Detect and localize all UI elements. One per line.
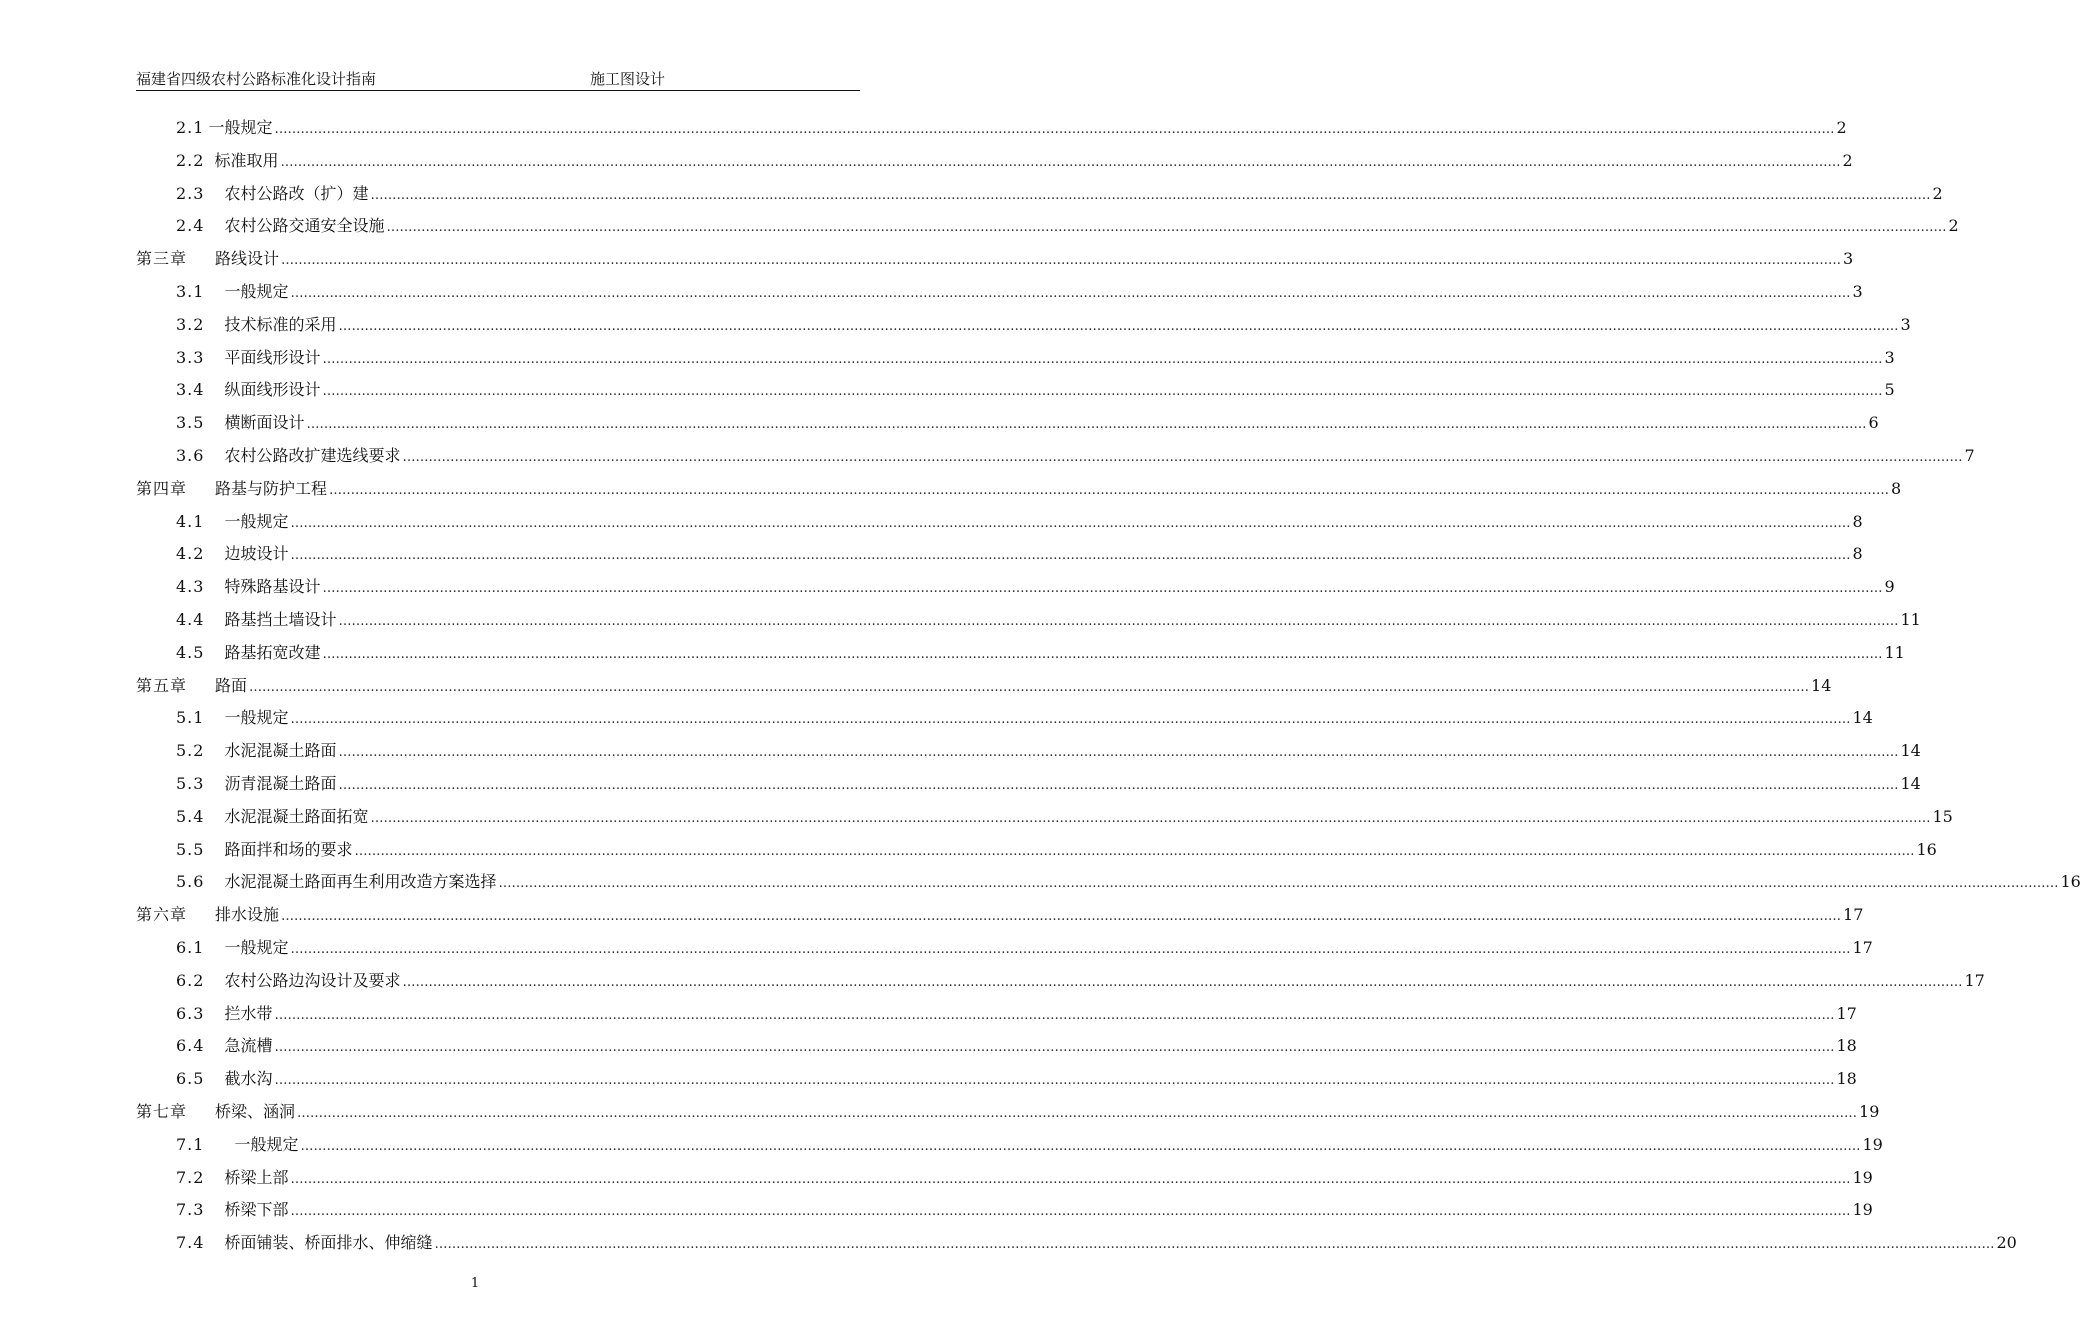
toc-entry-title — [176, 509, 288, 532]
toc-entry-title — [176, 115, 272, 138]
toc-entry-line — [176, 804, 1953, 826]
toc-entry-line — [176, 1165, 1873, 1187]
toc-entry[interactable] — [0, 832, 1937, 865]
toc-entry-page: 14 — [1852, 708, 1873, 728]
toc-entry-leader-dots: ……………………………………………………………………………………………………………………………………………………………………………………………………………………………………………………………………………………………………………………………… — [402, 450, 1963, 465]
toc-entry-text: 农村公路改扩建选线要求 — [224, 446, 401, 465]
toc-entry[interactable] — [0, 569, 1895, 602]
toc-entry-text: 横断面设计 — [224, 413, 305, 433]
toc-entry-number: 第五章 — [136, 675, 188, 695]
toc-entry-page: 7 — [1964, 446, 1975, 465]
toc-entry-title — [176, 607, 336, 630]
toc-entry-leader-dots: ……………………………………………………………………………………………………………………………………………………………………………………………………………………………………………………………………………………………………………………………… — [290, 942, 1851, 957]
toc-entry[interactable] — [0, 799, 1953, 832]
toc-entry[interactable] — [0, 1028, 1857, 1061]
toc-entry-text: 桥梁、涵洞 — [215, 1102, 296, 1121]
toc-entry-text: 一般规定 — [224, 708, 289, 728]
toc-entry-leader-dots: ……………………………………………………………………………………………………………………………………………………………………………………………………………………………………………………………………………………………………………………………… — [290, 712, 1851, 728]
toc-entry-title — [176, 1066, 272, 1089]
toc-entry-line — [176, 1033, 1857, 1056]
toc-entry-title — [136, 902, 279, 925]
toc-entry-number: 5.6 — [176, 872, 205, 892]
toc-entry-text: 一般规定 — [224, 511, 289, 531]
toc-entry[interactable] — [0, 372, 1895, 405]
toc-entry-text: 农村公路交通安全设施 — [224, 216, 385, 236]
toc-entry-number: 4.2 — [176, 544, 205, 564]
toc-entry-text: 拦水带 — [224, 1003, 273, 1023]
toc-entry-line — [176, 213, 1959, 236]
toc-entry-page: 11 — [1900, 610, 1921, 629]
toc-entry-number: 2.2 — [176, 150, 205, 170]
toc-entry[interactable] — [0, 1094, 1880, 1127]
toc-entry-leader-dots: ……………………………………………………………………………………………………………………………………………………………………………………………………………………………………………………………………………………………………………………………… — [322, 581, 1883, 597]
toc-entry[interactable] — [0, 897, 1864, 930]
toc-entry[interactable] — [0, 274, 1863, 307]
toc-entry-title — [176, 1165, 288, 1188]
toc-entry-line — [136, 1099, 1880, 1121]
toc-entry[interactable] — [0, 635, 1905, 668]
toc-entry-leader-dots: ……………………………………………………………………………………………………………………………………………………………………………………………………………………………………………………………………………………………………………………………… — [322, 646, 1883, 662]
toc-entry-number: 4.3 — [176, 577, 205, 597]
toc-entry-title — [176, 181, 368, 204]
toc-entry-number: 第六章 — [136, 905, 188, 925]
toc-entry-leader-dots: ……………………………………………………………………………………………………………………………………………………………………………………………………………………………………………………………………………………………………………………………… — [329, 482, 1890, 498]
toc-entry-text: 排水设施 — [215, 905, 280, 925]
toc-entry-leader-dots: ……………………………………………………………………………………………………………………………………………………………………………………………………………………………………………………………………………………………………………………………… — [402, 974, 1963, 990]
toc-entry[interactable] — [0, 307, 1911, 340]
toc-entry-number: 3.3 — [176, 347, 205, 367]
toc-entry-leader-dots: ……………………………………………………………………………………………………………………………………………………………………………………………………………………………………………………………………………………………………………………………… — [370, 810, 1931, 826]
toc-entry-leader-dots: ……………………………………………………………………………………………………………………………………………………………………………………………………………………………………………………………………………………………………………………………… — [280, 154, 1841, 170]
toc-entry-title — [176, 1001, 272, 1024]
toc-entry-text: 技术标准的采用 — [224, 314, 337, 334]
toc-entry[interactable] — [0, 766, 1921, 799]
toc-entry-line — [136, 902, 1864, 925]
toc-entry-text: 特殊路基设计 — [224, 577, 321, 597]
toc-entry-title — [176, 1033, 272, 1056]
toc-entry-line — [176, 1066, 1857, 1089]
toc-entry-page: 18 — [1836, 1069, 1857, 1089]
toc-entry-page: 20 — [1996, 1233, 2017, 1253]
toc-entry-number: 5.4 — [176, 806, 205, 826]
toc-entry-title — [176, 345, 320, 368]
toc-entry-leader-dots: ……………………………………………………………………………………………………………………………………………………………………………………………………………………………………………………………………………………………………………………………… — [338, 745, 1899, 761]
toc-entry-line — [136, 476, 1902, 498]
toc-entry-title — [176, 935, 288, 958]
toc-entry-number: 3.4 — [176, 380, 205, 400]
toc-entry-line — [176, 968, 1985, 990]
toc-entry-text: 一般规定 — [208, 118, 273, 137]
toc-entry-leader-dots: ……………………………………………………………………………………………………………………………………………………………………………………………………………………………………………………………………………………………………………………………… — [249, 679, 1810, 695]
toc-entry-page: 2 — [1932, 183, 1943, 203]
toc-entry-leader-dots: ……………………………………………………………………………………………………………………………………………………………………………………………………………………………………………………………………………………………………………………………… — [281, 253, 1842, 269]
toc-entry-line — [176, 541, 1863, 564]
toc-entry-line — [176, 509, 1863, 531]
toc-entry[interactable] — [0, 1225, 2017, 1258]
toc-entry-text: 水泥混凝土路面再生利用改造方案选择 — [224, 872, 497, 892]
toc-entry-title — [176, 148, 278, 171]
toc-entry-number: 3.2 — [176, 314, 205, 334]
toc-entry-line — [176, 574, 1895, 597]
toc-entry[interactable] — [0, 733, 1921, 766]
toc-entry-page: 14 — [1900, 774, 1921, 793]
toc-entry-page: 16 — [1916, 839, 1937, 859]
toc-entry-leader-dots: ……………………………………………………………………………………………………………………………………………………………………………………………………………………………………………………………………………………………………………………………… — [274, 1007, 1835, 1023]
toc-entry-leader-dots: ……………………………………………………………………………………………………………………………………………………………………………………………………………………………………………………………………………………………………………………………… — [386, 220, 1947, 236]
toc-entry-line — [176, 705, 1873, 728]
toc-entry-title — [176, 705, 288, 728]
toc-entry-text: 路面拌和场的要求 — [224, 839, 353, 859]
toc-entry-line — [176, 837, 1937, 859]
toc-entry-number: 6.4 — [176, 1036, 205, 1056]
toc-entry-line — [176, 935, 1873, 957]
toc-entry-leader-dots: ……………………………………………………………………………………………………………………………………………………………………………………………………………………………………………………………………………………………………………………………… — [290, 548, 1851, 564]
toc-entry-number: 4.5 — [176, 642, 205, 662]
toc-entry-leader-dots: ……………………………………………………………………………………………………………………………………………………………………………………………………………………………………………………………………………………………………………………………… — [290, 286, 1851, 301]
toc-entry-title — [176, 738, 336, 761]
toc-entry-page: 3 — [1843, 249, 1854, 269]
toc-entry-text: 水泥混凝土路面拓宽 — [224, 806, 369, 826]
toc-entry-number: 3.5 — [176, 413, 205, 433]
toc-entry-text: 一般规定 — [224, 938, 289, 957]
toc-entry-title — [176, 640, 320, 663]
toc-entry-text: 路线设计 — [215, 249, 280, 269]
toc-entry-text: 水泥混凝土路面 — [224, 741, 337, 761]
toc-entry-leader-dots: ……………………………………………………………………………………………………………………………………………………………………………………………………………………………………………………………………………………………………………………………… — [322, 351, 1883, 367]
toc-entry-page: 3 — [1852, 282, 1863, 301]
toc-entry-title — [176, 377, 320, 400]
toc-entry-line — [136, 673, 1832, 695]
toc-entry[interactable] — [0, 241, 1854, 274]
toc-entry-leader-dots: ……………………………………………………………………………………………………………………………………………………………………………………………………………………………………………………………………………………………………………………………… — [274, 122, 1835, 137]
toc-entry-number: 6.5 — [176, 1069, 205, 1089]
toc-entry-line — [176, 345, 1895, 367]
toc-entry-text: 桥面铺装、桥面排水、伸缩缝 — [224, 1233, 433, 1253]
toc-entry-title — [176, 968, 400, 991]
toc-entry-line — [176, 738, 1921, 761]
toc-entry-line — [176, 1132, 1883, 1154]
toc-entry-title — [136, 673, 247, 696]
toc-entry-leader-dots: ……………………………………………………………………………………………………………………………………………………………………………………………………………………………………………………………………………………………………………………………… — [338, 778, 1899, 793]
toc-entry-page: 19 — [1859, 1102, 1880, 1121]
toc-entry-number: 6.3 — [176, 1003, 205, 1023]
toc-entry-title — [176, 213, 384, 236]
toc-entry-number: 6.2 — [176, 970, 205, 990]
toc-entry-number: 4.4 — [176, 610, 205, 629]
toc-entry-title — [176, 443, 400, 466]
toc-entry-page: 2 — [1836, 118, 1847, 137]
toc-entry[interactable] — [0, 1061, 1857, 1094]
toc-entry-page: 14 — [1900, 741, 1921, 761]
toc-entry-page: 5 — [1884, 380, 1895, 400]
toc-entry-line — [176, 607, 1921, 629]
toc-entry[interactable] — [0, 110, 1847, 143]
toc-entry[interactable] — [0, 602, 1921, 635]
toc-entry[interactable] — [0, 996, 1857, 1029]
toc-entry-page: 3 — [1884, 347, 1895, 367]
toc-entry[interactable] — [0, 668, 1832, 701]
toc-entry-title — [176, 1132, 298, 1155]
toc-entry[interactable] — [0, 143, 1853, 176]
toc-entry[interactable] — [0, 700, 1873, 733]
toc-entry-leader-dots: ……………………………………………………………………………………………………………………………………………………………………………………………………………………………………………………………………………………………………………………………… — [290, 1204, 1851, 1220]
toc-entry-line — [176, 181, 1943, 203]
toc-entry-line — [176, 1197, 1873, 1220]
toc-entry-title — [176, 771, 336, 794]
toc-entry-line — [176, 869, 2081, 892]
toc-entry-number: 7.4 — [176, 1233, 205, 1253]
toc-entry[interactable] — [0, 208, 1959, 241]
toc-entry-leader-dots: ……………………………………………………………………………………………………………………………………………………………………………………………………………………………………………………………………………………………………………………………… — [274, 1073, 1835, 1089]
toc-entry-title — [176, 541, 288, 564]
toc-entry-text: 标准取用 — [214, 150, 279, 170]
toc-entry-title — [136, 1099, 295, 1122]
toc-entry-line — [176, 312, 1911, 334]
toc-entry-title — [136, 476, 327, 499]
toc-entry-page: 17 — [1836, 1003, 1857, 1023]
toc-entry-number: 5.2 — [176, 741, 205, 761]
toc-entry-number: 7.1 — [176, 1134, 205, 1154]
toc-entry-text: 农村公路边沟设计及要求 — [224, 970, 401, 990]
toc-entry-leader-dots: ……………………………………………………………………………………………………………………………………………………………………………………………………………………………………………………………………………………………………………………………… — [338, 614, 1899, 629]
toc-entry[interactable] — [0, 536, 1863, 569]
toc-entry-text: 路面 — [215, 675, 248, 695]
toc-entry-number: 第三章 — [136, 249, 188, 269]
toc-entry-title — [176, 1197, 288, 1220]
toc-entry-number: 5.3 — [176, 774, 205, 793]
toc-entry-line — [176, 279, 1863, 301]
toc-entry[interactable] — [0, 864, 2081, 897]
toc-entry-number: 第七章 — [136, 1102, 188, 1121]
toc-entry-line — [176, 640, 1905, 662]
toc-entry[interactable] — [0, 1192, 1873, 1225]
toc-entry[interactable] — [0, 340, 1895, 373]
toc-entry-page: 8 — [1891, 478, 1902, 498]
toc-entry-number: 4.1 — [176, 511, 205, 531]
toc-entry-text: 桥梁下部 — [224, 1200, 289, 1220]
toc-entry[interactable] — [0, 963, 1985, 996]
toc-entry-leader-dots: ……………………………………………………………………………………………………………………………………………………………………………………………………………………………………………………………………………………………………………………………… — [300, 1138, 1861, 1154]
document-title: 福建省四级农村公路标准化设计指南 — [136, 70, 377, 88]
toc-entry-leader-dots: ……………………………………………………………………………………………………………………………………………………………………………………………………………………………………………………………………………………………………………………………… — [290, 1171, 1851, 1187]
toc-entry-number: 第四章 — [136, 478, 188, 498]
toc-entry-title — [176, 869, 496, 892]
toc-entry-title — [176, 1230, 432, 1253]
section-title: 施工图设计 — [590, 70, 666, 88]
toc-entry-title — [176, 804, 368, 827]
toc-entry[interactable] — [0, 438, 1975, 471]
toc-entry-text: 纵面线形设计 — [224, 380, 321, 400]
toc-entry-text: 农村公路改（扩）建 — [224, 183, 369, 203]
toc-entry-page: 19 — [1852, 1200, 1873, 1220]
toc-entry-text: 截水沟 — [224, 1069, 273, 1089]
toc-entry[interactable] — [0, 1127, 1883, 1160]
toc-entry[interactable] — [0, 504, 1863, 537]
toc-entry-leader-dots: ……………………………………………………………………………………………………………………………………………………………………………………………………………………………………………………………………………………………………………………………… — [354, 843, 1915, 859]
toc-entry-leader-dots: ……………………………………………………………………………………………………………………………………………………………………………………………………………………………………………………………………………………………………………………………… — [322, 384, 1883, 400]
toc-entry-text: 沥青混凝土路面 — [224, 774, 337, 793]
toc-entry-line — [176, 148, 1853, 170]
toc-entry-text: 一般规定 — [234, 1134, 299, 1154]
toc-entry-text: 平面线形设计 — [224, 347, 321, 367]
toc-entry-number: 3.6 — [176, 446, 205, 465]
toc-entry-number: 6.1 — [176, 938, 205, 957]
toc-entry-title — [176, 574, 320, 597]
toc-entry-page: 6 — [1868, 413, 1879, 433]
page-header — [136, 66, 860, 91]
toc-entry-text: 一般规定 — [224, 282, 289, 301]
page-number: 1 — [470, 1276, 480, 1291]
toc-entry-line — [176, 377, 1895, 400]
toc-entry-leader-dots: ……………………………………………………………………………………………………………………………………………………………………………………………………………………………………………………………………………………………………………………………… — [306, 417, 1867, 433]
toc-entry-text: 急流槽 — [224, 1036, 273, 1056]
toc-entry-leader-dots: ……………………………………………………………………………………………………………………………………………………………………………………………………………………………………………………………………………………………………………………………… — [281, 909, 1842, 925]
toc-entry-page: 16 — [2060, 872, 2081, 892]
toc-entry-leader-dots: ……………………………………………………………………………………………………………………………………………………………………………………………………………………………………………………………………………………………………………………………… — [297, 1106, 1858, 1121]
toc-entry-text: 桥梁上部 — [224, 1167, 289, 1187]
toc-entry-number: 2.4 — [176, 216, 205, 236]
toc-entry-page: 17 — [1843, 905, 1864, 925]
toc-entry-line — [176, 771, 1921, 793]
toc-entry-title — [176, 410, 304, 433]
toc-entry-text: 路基拓宽改建 — [224, 642, 321, 662]
toc-entry-text: 路基挡土墙设计 — [224, 610, 337, 629]
toc-entry-leader-dots: ……………………………………………………………………………………………………………………………………………………………………………………………………………………………………………………………………………………………………………………………… — [338, 318, 1899, 334]
toc-entry-title — [176, 312, 336, 335]
toc-entry-leader-dots: ……………………………………………………………………………………………………………………………………………………………………………………………………………………………………………………………………………………………………………………………… — [370, 187, 1931, 203]
toc-entry-leader-dots: ……………………………………………………………………………………………………………………………………………………………………………………………………………………………………………………………………………………………………………………………… — [498, 876, 2059, 892]
toc-entry[interactable] — [0, 471, 1902, 504]
toc-entry-number: 2.3 — [176, 183, 205, 203]
toc-entry-number: 5.1 — [176, 708, 205, 728]
toc-entry-page: 11 — [1884, 642, 1905, 662]
toc-entry-line — [176, 410, 1879, 433]
toc-entry-page: 3 — [1900, 314, 1911, 334]
toc-entry-page: 17 — [1852, 938, 1873, 957]
toc-entry-number: 7.3 — [176, 1200, 205, 1220]
toc-entry-title — [136, 246, 279, 269]
toc-entry-line — [176, 115, 1847, 137]
toc-entry-line — [136, 246, 1854, 269]
toc-entry[interactable] — [0, 930, 1873, 963]
toc-entry-page: 9 — [1884, 577, 1895, 597]
toc-entry[interactable] — [0, 1160, 1873, 1193]
toc-entry-page: 8 — [1852, 544, 1863, 564]
toc-entry-line — [176, 443, 1975, 465]
toc-entry-title — [176, 279, 288, 302]
toc-entry-number: 3.1 — [176, 282, 205, 301]
toc-entry-number: 2.1 — [176, 118, 205, 137]
toc-entry-number: 7.2 — [176, 1167, 205, 1187]
toc-entry-text: 路基与防护工程 — [215, 478, 328, 498]
toc-entry-leader-dots: ……………………………………………………………………………………………………………………………………………………………………………………………………………………………………………………………………………………………………………………………… — [434, 1237, 1995, 1253]
toc-entry-page: 15 — [1932, 806, 1953, 826]
toc-entry-page: 18 — [1836, 1036, 1857, 1056]
toc-entry-page: 2 — [1842, 150, 1853, 170]
toc-entry-title — [176, 837, 352, 860]
toc-entry-page: 2 — [1948, 216, 1959, 236]
toc-entry-number: 5.5 — [176, 839, 205, 859]
toc-entry-line — [176, 1230, 2017, 1253]
toc-entry[interactable] — [0, 405, 1879, 438]
toc-entry-text: 边坡设计 — [224, 544, 289, 564]
toc-entry-leader-dots: ……………………………………………………………………………………………………………………………………………………………………………………………………………………………………………………………………………………………………………………………… — [290, 515, 1851, 531]
toc-entry[interactable] — [0, 176, 1943, 209]
toc-entry-page: 19 — [1852, 1167, 1873, 1187]
toc-entry-page: 17 — [1964, 970, 1985, 990]
toc-entry-page: 19 — [1862, 1134, 1883, 1154]
toc-entry-leader-dots: ……………………………………………………………………………………………………………………………………………………………………………………………………………………………………………………………………………………………………………………………… — [274, 1040, 1835, 1056]
toc-entry-page: 8 — [1852, 511, 1863, 531]
toc-entry-line — [176, 1001, 1857, 1023]
toc-entry-page: 14 — [1811, 675, 1832, 695]
